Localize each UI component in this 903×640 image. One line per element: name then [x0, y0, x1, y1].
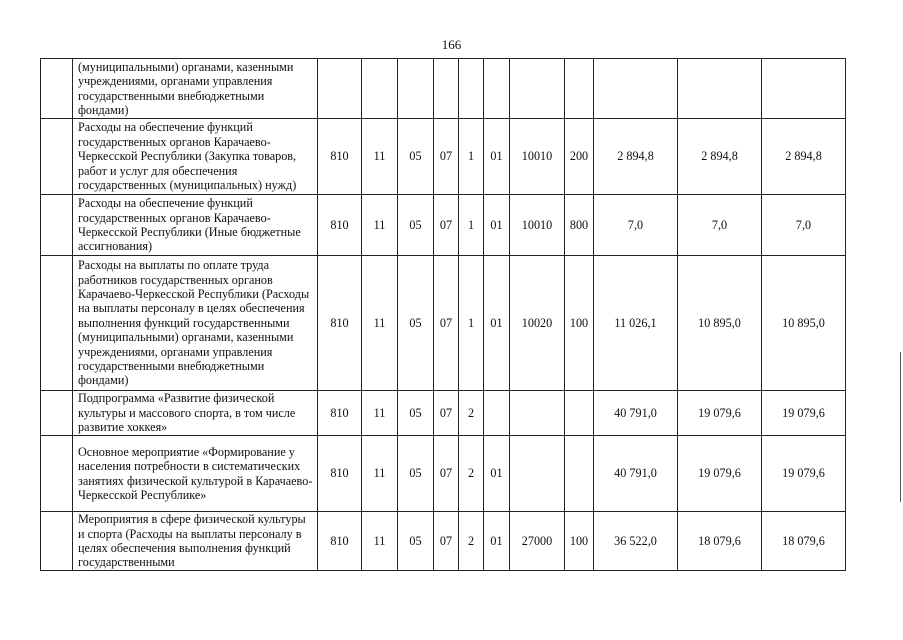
- event-code-cell: 01: [484, 256, 510, 391]
- program-code-cell: 07: [434, 436, 459, 512]
- row-number-cell: [41, 512, 73, 571]
- row-number-cell: [41, 59, 73, 119]
- subprogram-code-cell: 1: [459, 119, 484, 195]
- item-name-cell: (муниципальными) органами, казенными учреждениями, органами управления государственными внебюджетными фондами): [73, 59, 318, 119]
- section-code-cell: [362, 59, 398, 119]
- expense-type-cell: [565, 391, 594, 436]
- table-row: [41, 391, 846, 436]
- program-code-cell: 07: [434, 391, 459, 436]
- amount-1-cell: 7,0: [594, 195, 678, 256]
- amount-3-cell: 7,0: [762, 195, 846, 256]
- subprogram-code-cell: 2: [459, 512, 484, 571]
- expense-type-cell: 100: [565, 512, 594, 571]
- direction-code-cell: [510, 59, 565, 119]
- event-code-cell: [484, 59, 510, 119]
- subsection-code-cell: 05: [398, 119, 434, 195]
- admin-code-cell: [318, 59, 362, 119]
- amount-3-cell: 10 895,0: [762, 256, 846, 391]
- amount-1-cell: [594, 59, 678, 119]
- admin-code-cell: 810: [318, 512, 362, 571]
- amount-3-cell: 2 894,8: [762, 119, 846, 195]
- amount-3-cell: [762, 59, 846, 119]
- amount-2-cell: 7,0: [678, 195, 762, 256]
- admin-code-cell: 810: [318, 436, 362, 512]
- item-name-cell: Подпрограмма «Развитие физической культуры и массового спорта, в том числе развитие хоккея»: [73, 391, 318, 436]
- table-row: [41, 119, 846, 195]
- table-row: [41, 59, 846, 119]
- amount-1-cell: 40 791,0: [594, 391, 678, 436]
- amount-1-cell: 2 894,8: [594, 119, 678, 195]
- row-number-cell: [41, 256, 73, 391]
- item-name-cell: Основное мероприятие «Формирование у населения потребности в систематических занятиях физической культурой в Карачаево-Черкесской Республике»: [73, 436, 318, 512]
- expense-type-cell: 100: [565, 256, 594, 391]
- expense-type-cell: 800: [565, 195, 594, 256]
- program-code-cell: 07: [434, 119, 459, 195]
- table-row: [41, 256, 846, 391]
- program-code-cell: 07: [434, 512, 459, 571]
- direction-code-cell: 10020: [510, 256, 565, 391]
- section-code-cell: 11: [362, 119, 398, 195]
- direction-code-cell: 27000: [510, 512, 565, 571]
- amount-2-cell: 18 079,6: [678, 512, 762, 571]
- program-code-cell: [434, 59, 459, 119]
- subprogram-code-cell: 1: [459, 195, 484, 256]
- subsection-code-cell: 05: [398, 256, 434, 391]
- subprogram-code-cell: 2: [459, 436, 484, 512]
- subprogram-code-cell: [459, 59, 484, 119]
- admin-code-cell: 810: [318, 391, 362, 436]
- table-row: [41, 512, 846, 571]
- row-number-cell: [41, 119, 73, 195]
- direction-code-cell: 10010: [510, 195, 565, 256]
- event-code-cell: 01: [484, 436, 510, 512]
- amount-3-cell: 18 079,6: [762, 512, 846, 571]
- program-code-cell: 07: [434, 195, 459, 256]
- amount-3-cell: 19 079,6: [762, 391, 846, 436]
- direction-code-cell: [510, 436, 565, 512]
- subprogram-code-cell: 1: [459, 256, 484, 391]
- subprogram-code-cell: 2: [459, 391, 484, 436]
- admin-code-cell: 810: [318, 119, 362, 195]
- scan-edge-line: [900, 352, 901, 502]
- expense-type-cell: [565, 436, 594, 512]
- row-number-cell: [41, 436, 73, 512]
- section-code-cell: 11: [362, 436, 398, 512]
- item-name-cell: Расходы на выплаты по оплате труда работников государственных органов Карачаево-Черкесской Республики (Расходы на выплаты персоналу в целях обеспечения выполнения функций государственными (муниципальными) органами, казенными учреждениями, органами управления государственными внебюджетными фондами): [73, 256, 318, 391]
- subsection-code-cell: 05: [398, 512, 434, 571]
- item-name-cell: Мероприятия в сфере физической культуры и спорта (Расходы на выплаты персоналу в целях обеспечения выполнения функций государственными: [73, 512, 318, 571]
- section-code-cell: 11: [362, 391, 398, 436]
- amount-1-cell: 11 026,1: [594, 256, 678, 391]
- amount-1-cell: 36 522,0: [594, 512, 678, 571]
- amount-1-cell: 40 791,0: [594, 436, 678, 512]
- row-number-cell: [41, 391, 73, 436]
- section-code-cell: 11: [362, 512, 398, 571]
- amount-2-cell: 19 079,6: [678, 436, 762, 512]
- page-number: 166: [441, 37, 462, 52]
- amount-2-cell: 10 895,0: [678, 256, 762, 391]
- amount-2-cell: 2 894,8: [678, 119, 762, 195]
- direction-code-cell: [510, 391, 565, 436]
- item-name-cell: Расходы на обеспечение функций государственных органов Карачаево-Черкесской Республики (Иные бюджетные ассигнования): [73, 195, 318, 256]
- section-code-cell: 11: [362, 256, 398, 391]
- item-name-cell: Расходы на обеспечение функций государственных органов Карачаево-Черкесской Республики (Закупка товаров, работ и услуг для обеспечения государственных (муниципальных) нужд): [73, 119, 318, 195]
- admin-code-cell: 810: [318, 195, 362, 256]
- subsection-code-cell: 05: [398, 195, 434, 256]
- event-code-cell: 01: [484, 195, 510, 256]
- subsection-code-cell: 05: [398, 391, 434, 436]
- section-code-cell: 11: [362, 195, 398, 256]
- subsection-code-cell: [398, 59, 434, 119]
- amount-2-cell: 19 079,6: [678, 391, 762, 436]
- event-code-cell: 01: [484, 512, 510, 571]
- table-row: [41, 195, 846, 256]
- expense-type-cell: 200: [565, 119, 594, 195]
- expense-type-cell: [565, 59, 594, 119]
- program-code-cell: 07: [434, 256, 459, 391]
- admin-code-cell: 810: [318, 256, 362, 391]
- amount-3-cell: 19 079,6: [762, 436, 846, 512]
- budget-table: [40, 58, 846, 571]
- subsection-code-cell: 05: [398, 436, 434, 512]
- row-number-cell: [41, 195, 73, 256]
- amount-2-cell: [678, 59, 762, 119]
- event-code-cell: 01: [484, 119, 510, 195]
- table-row: [41, 436, 846, 512]
- event-code-cell: [484, 391, 510, 436]
- direction-code-cell: 10010: [510, 119, 565, 195]
